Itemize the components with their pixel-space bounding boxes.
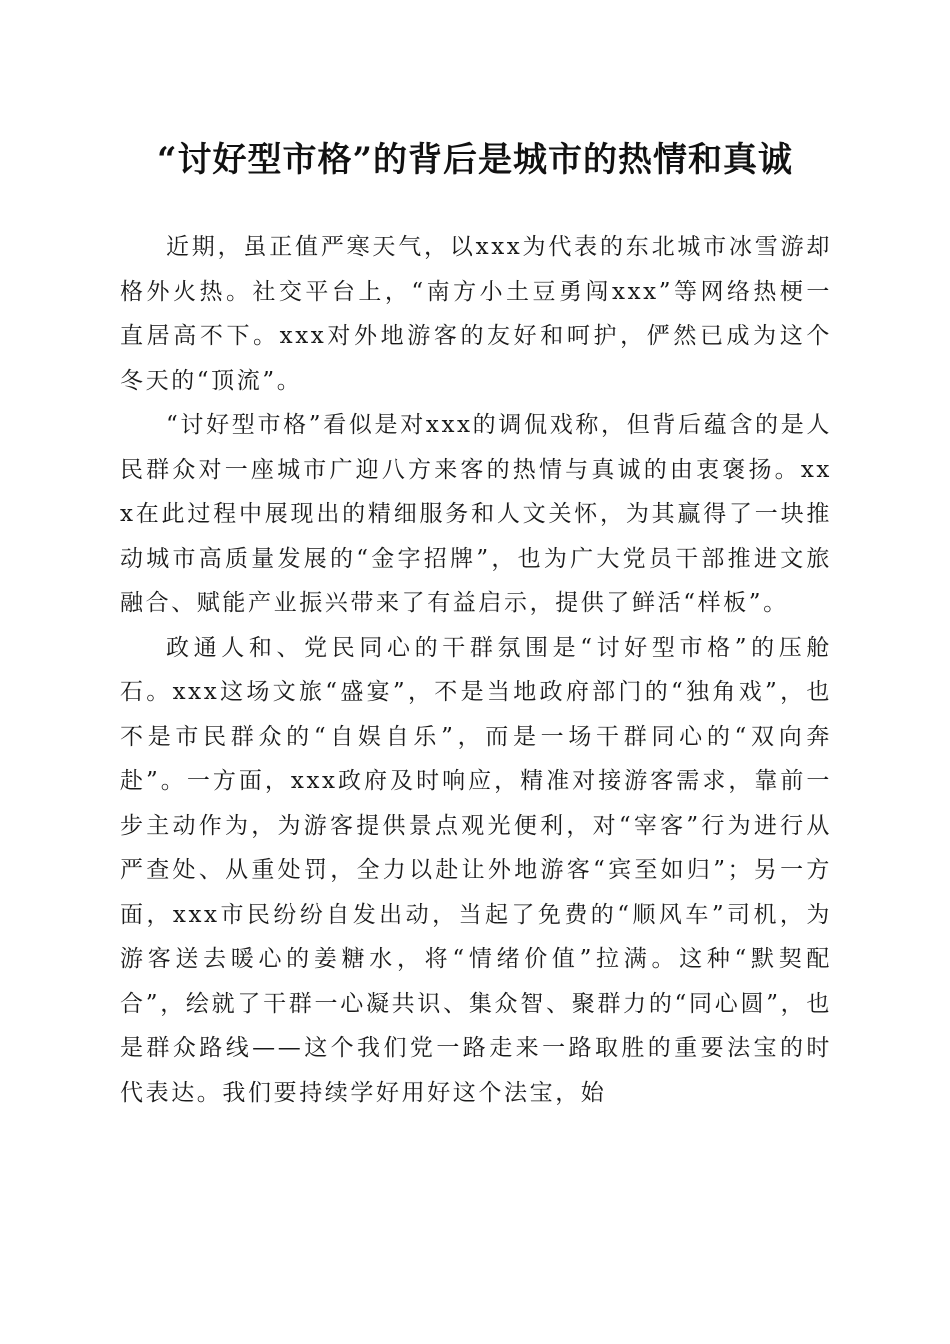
document-body — [120, 225, 832, 1115]
paragraph-2: “讨好型市格”看似是对xxx的调侃戏称，但背后蕴含的是人民群众对一座城市广迎八方来客的热情与真诚的由衷褒扬。xxx在此过程中展现出的精细服务和人文关怀，为其赢得了一块推动城市高质量发展的“金字招牌”，也为广大党员干部推进文旅融合、赋能产业振兴带来了有益启示，提供了鲜活“样板”。 — [120, 412, 832, 616]
paragraph-1: 近期，虽正值严寒天气，以xxx为代表的东北城市冰雪游却格外火热。社交平台上，“南方小土豆勇闯xxx”等网络热梗一直居高不下。xxx对外地游客的友好和呵护，俨然已成为这个冬天的“顶流”。 — [120, 234, 832, 394]
paragraph-3: 政通人和、党民同心的干群氛围是“讨好型市格”的压舱石。xxx这场文旅“盛宴”，不是当地政府部门的“独角戏”，也不是市民群众的“自娱自乐”，而是一场干群同心的“双向奔赴”。一方面，xxx政府及时响应，精准对接游客需求，靠前一步主动作为，为游客提供景点观光便利，对“宰客”行为进行从严查处、从重处罚，全力以赴让外地游客“宾至如归”；另一方面，xxx市民纷纷自发出动，当起了免费的“顺风车”司机，为游客送去暖心的姜糖水，将“情绪价值”拉满。这种“默契配合”，绘就了干群一心凝共识、集众智、聚群力的“同心圆”，也是群众路线——这个我们党一路走来一路取胜的重要法宝的时代表达。我们要持续学好用好这个法宝，始 — [120, 634, 832, 1106]
document-title: “讨好型市格”的背后是城市的热情和真诚 — [156, 140, 794, 180]
